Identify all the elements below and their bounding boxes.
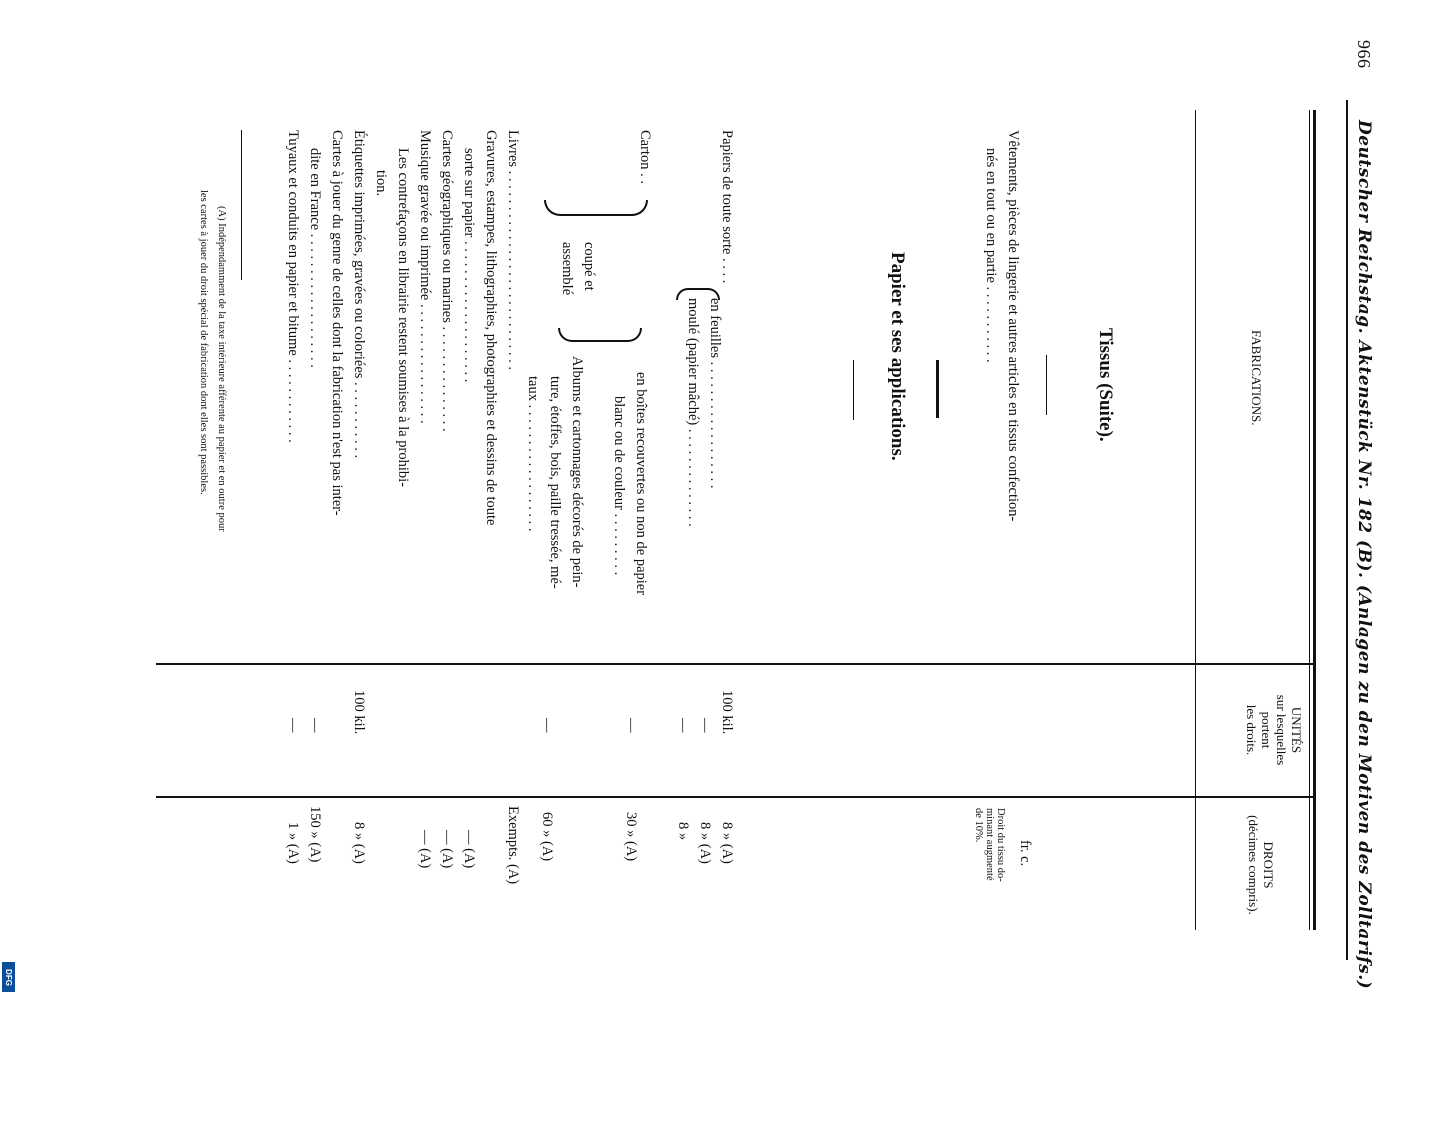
currency-header: fr. c. (1017, 840, 1033, 867)
footnote-rule (241, 130, 242, 280)
contrefacons-line-1: Les contrefaçons en librairie restent soumises à la prohibi- (395, 148, 411, 488)
section-title-tissus: Tissus (Suite). (1095, 328, 1116, 442)
page-number: 966 (1354, 40, 1374, 69)
droits-line-2: (décimes compris). (1246, 815, 1261, 915)
en-boites-line-1: en boîtes recouvertes ou non de papier (633, 372, 649, 596)
running-title: Deutscher Reichstag. Aktenstück Nr. 182 (B). (Anlagen zu den Motiven des Zolltarifs.) (1354, 120, 1374, 990)
moule-unit-2: — (675, 718, 691, 733)
section-title-papier: Papier et ses applications. (887, 252, 908, 461)
papiers-main-label: Papiers de toute sorte . . . . (719, 130, 735, 284)
gravures-line-1: Gravures, estampes, lithographies, photographies et dessins de toute (483, 130, 499, 526)
albums-unit: — (539, 718, 555, 733)
col-divider-2 (156, 796, 1316, 798)
table-top-rule-2 (1309, 110, 1310, 930)
moule-droit: 8 » (A) (697, 822, 713, 864)
coupe-brace (558, 328, 642, 342)
en-boites-droit: 30 » (A) (623, 812, 639, 862)
livres-label: Livres . . . . . . . . . . . . . . . . . . . . . . . . . . . . (505, 130, 521, 371)
footnote-line-1: (A) Indépendamment de la taxe intérieure afférente au papier et en outre pour (216, 206, 227, 532)
moule-droit-2: 8 » (675, 822, 691, 841)
cartes-jouer-droit: 150 » (A) (307, 806, 323, 863)
vetements-line-2: nés en tout ou en partie . . . . . . . . . . . (983, 148, 999, 363)
unites-line-2: sur lesquelles (1274, 694, 1289, 766)
gravures-droit: — (A) (461, 830, 477, 869)
droits-line-1: DROITS (1261, 841, 1276, 889)
en-feuilles-label: en feuilles . . . . . . . . . . . . . . . . . . (707, 298, 723, 489)
tuyaux-label: Tuyaux et conduits en papier et bitume . . . . . . . . . . . . (285, 130, 301, 443)
coupe-line-2: assemblé (559, 242, 575, 296)
vetements-droit (973, 808, 1006, 882)
dfg-logo-text: DFG (4, 968, 14, 986)
col-divider-1 (156, 663, 1316, 665)
albums-line-3: taux . . . . . . . . . . . . . . . . . . (525, 376, 541, 532)
tuyaux-unit: — (285, 718, 301, 733)
albums-line-1: Albums et cartonnages décorés de pein- (569, 356, 585, 588)
cartes-geo-droit: — (A) (439, 830, 455, 869)
carton-label: Carton . . (637, 130, 653, 184)
en-feuilles-droit: 8 » (A) (719, 822, 735, 864)
header-rule (1346, 100, 1348, 960)
musique-label: Musique gravée ou imprimée . . . . . . . . . . . . . . . . . (417, 130, 433, 424)
musique-droit: — (A) (417, 830, 433, 869)
section-rule-papier (853, 360, 854, 420)
vetements-droit-line-3: de 10%. (973, 808, 984, 843)
dfg-logo (2, 962, 15, 992)
footnote-line-2: les cartes à jouer du droit spécial de fabrication dont elles sont passibles. (198, 190, 209, 495)
cartes-jouer-line-1: Cartes à jouer du genre de celles dont la fabrication n'est pas inter- (329, 130, 345, 516)
tuyaux-droit: 1 » (A) (285, 822, 301, 864)
moule-label: moulé (papier mâché) . . . . . . . . . . . . . . (685, 298, 701, 527)
column-header-fabrications: FABRICATIONS. (1249, 330, 1264, 426)
en-feuilles-unit: 100 kil. (719, 690, 735, 735)
etiquettes-unit: 100 kil. (351, 690, 367, 735)
albums-line-2: ture, étoffes, bois, paille tressée, mé- (547, 376, 563, 589)
carton-brace (544, 200, 648, 216)
unites-line-4: les droits. (1244, 704, 1259, 756)
gravures-line-2: sorte sur papier . . . . . . . . . . . . . . . . . . . . (461, 148, 477, 383)
column-header-rule (1195, 110, 1196, 930)
coupe-line-1: coupé et (581, 242, 597, 291)
section-rule-tissus (1046, 355, 1047, 415)
en-boites-line-2: blanc ou de couleur . . . . . . . . . (611, 396, 627, 576)
section-divider (936, 360, 939, 418)
etiquettes-label: Étiquettes imprimées, gravées ou coloriées . . . . . . . . . . . (351, 130, 367, 459)
vetements-droit-line-1: Droit du tissu do- (995, 808, 1006, 882)
cartes-jouer-unit: — (307, 718, 323, 733)
livres-droit: Exempts. (A) (505, 806, 521, 885)
vetements-droit-line-2: minant augmenté (984, 808, 995, 881)
unites-line-1: UNITÉS (1289, 706, 1304, 754)
cartes-jouer-line-2: dite en France . . . . . . . . . . . . . . . . . . . (307, 148, 323, 368)
moule-unit: — (697, 718, 713, 733)
unites-line-3: portent (1259, 711, 1274, 749)
cartes-geo-label: Cartes géographiques ou marines . . . . . . . . . . . . . . . (439, 130, 455, 432)
column-header-droits (1246, 800, 1276, 930)
etiquettes-droit: 8 » (A) (351, 822, 367, 864)
column-header-unites (1244, 668, 1304, 792)
albums-droit: 60 » (A) (539, 812, 555, 862)
contrefacons-line-2: tion. (373, 170, 389, 197)
vetements-line-1: Vêtements, pièces de lingerie et autres articles en tissus confection- (1005, 130, 1021, 522)
en-boites-unit: — (623, 718, 639, 733)
table-top-rule (1313, 110, 1316, 930)
